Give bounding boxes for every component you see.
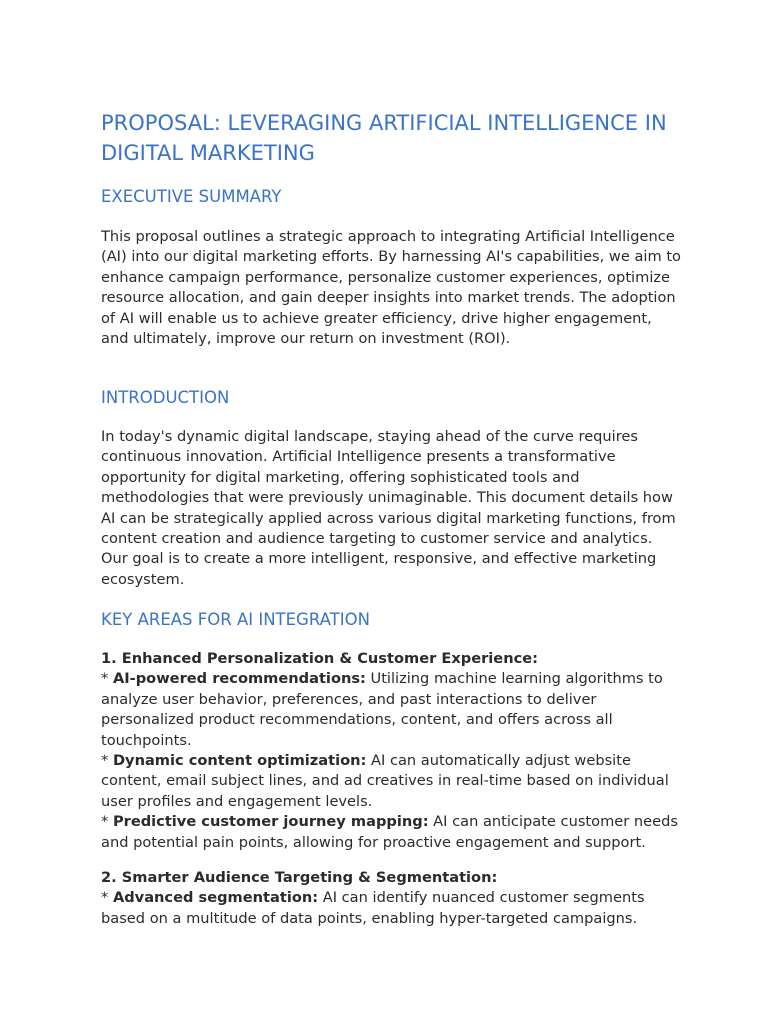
- list-item: [101, 888, 681, 929]
- item-label: AI-powered recommendations:: [112, 670, 366, 688]
- item-label: Dynamic content optimization:: [112, 752, 367, 770]
- executive-summary-text: This proposal outlines a strategic approach to integrating Artificial Intelligence (AI) into our digital marketing efforts. By harnessing AI's capabilities, we aim to enhance campaign performance, personalize customer experiences, optimize resource allocation, and gain deeper insights into market trends. The adoption of AI will enable us to achieve greater efficiency, drive higher engagement, and ultimately, improve our return on investment (ROI).: [101, 228, 681, 348]
- list-item: [101, 751, 681, 812]
- bullet: *: [101, 752, 113, 770]
- item-label: Advanced segmentation:: [112, 889, 319, 907]
- section-audience-targeting: [101, 868, 681, 929]
- item-text: AI can anticipate customer needs and potential pain points, allowing for proactive engagement and support.: [101, 813, 678, 851]
- bullet: *: [101, 670, 113, 688]
- introduction-heading: INTRODUCTION: [101, 388, 230, 407]
- document-title: PROPOSAL: LEVERAGING ARTIFICIAL INTELLIGENCE IN DIGITAL MARKETING: [101, 111, 667, 165]
- item-text: AI can automatically adjust website content, email subject lines, and ad creatives in real-time based on individual user profiles and engagement levels.: [101, 752, 669, 810]
- section-title: 2. Smarter Audience Targeting & Segmentation:: [101, 869, 498, 886]
- introduction-text: In today's dynamic digital landscape, staying ahead of the curve requires continuous innovation. Artificial Intelligence presents a transformative opportunity for digital marketing, offering sophisticated tools and methodologies that were previously unimaginable. This document details how AI can be strategically applied across various digital marketing functions, from content creation and audience targeting to customer service and analytics. Our goal is to create a more intelligent, responsive, and effective marketing ecosystem.: [101, 428, 676, 588]
- list-item: [101, 669, 681, 751]
- bullet: *: [101, 813, 113, 831]
- section-personalization: [101, 649, 681, 853]
- item-text: AI can identify nuanced customer segments based on a multitude of data points, enabling hyper-targeted campaigns.: [101, 889, 645, 927]
- bullet: *: [101, 889, 113, 907]
- item-text: Utilizing machine learning algorithms to analyze user behavior, preferences, and past interactions to deliver personalized product recommendations, content, and offers across all touchpoints.: [101, 670, 663, 749]
- executive-summary-heading: EXECUTIVE SUMMARY: [101, 187, 282, 206]
- key-areas-heading: KEY AREAS FOR AI INTEGRATION: [101, 610, 370, 629]
- list-item: [101, 812, 681, 853]
- section-title: 1. Enhanced Personalization & Customer Experience:: [101, 650, 538, 667]
- item-label: Predictive customer journey mapping:: [112, 813, 429, 831]
